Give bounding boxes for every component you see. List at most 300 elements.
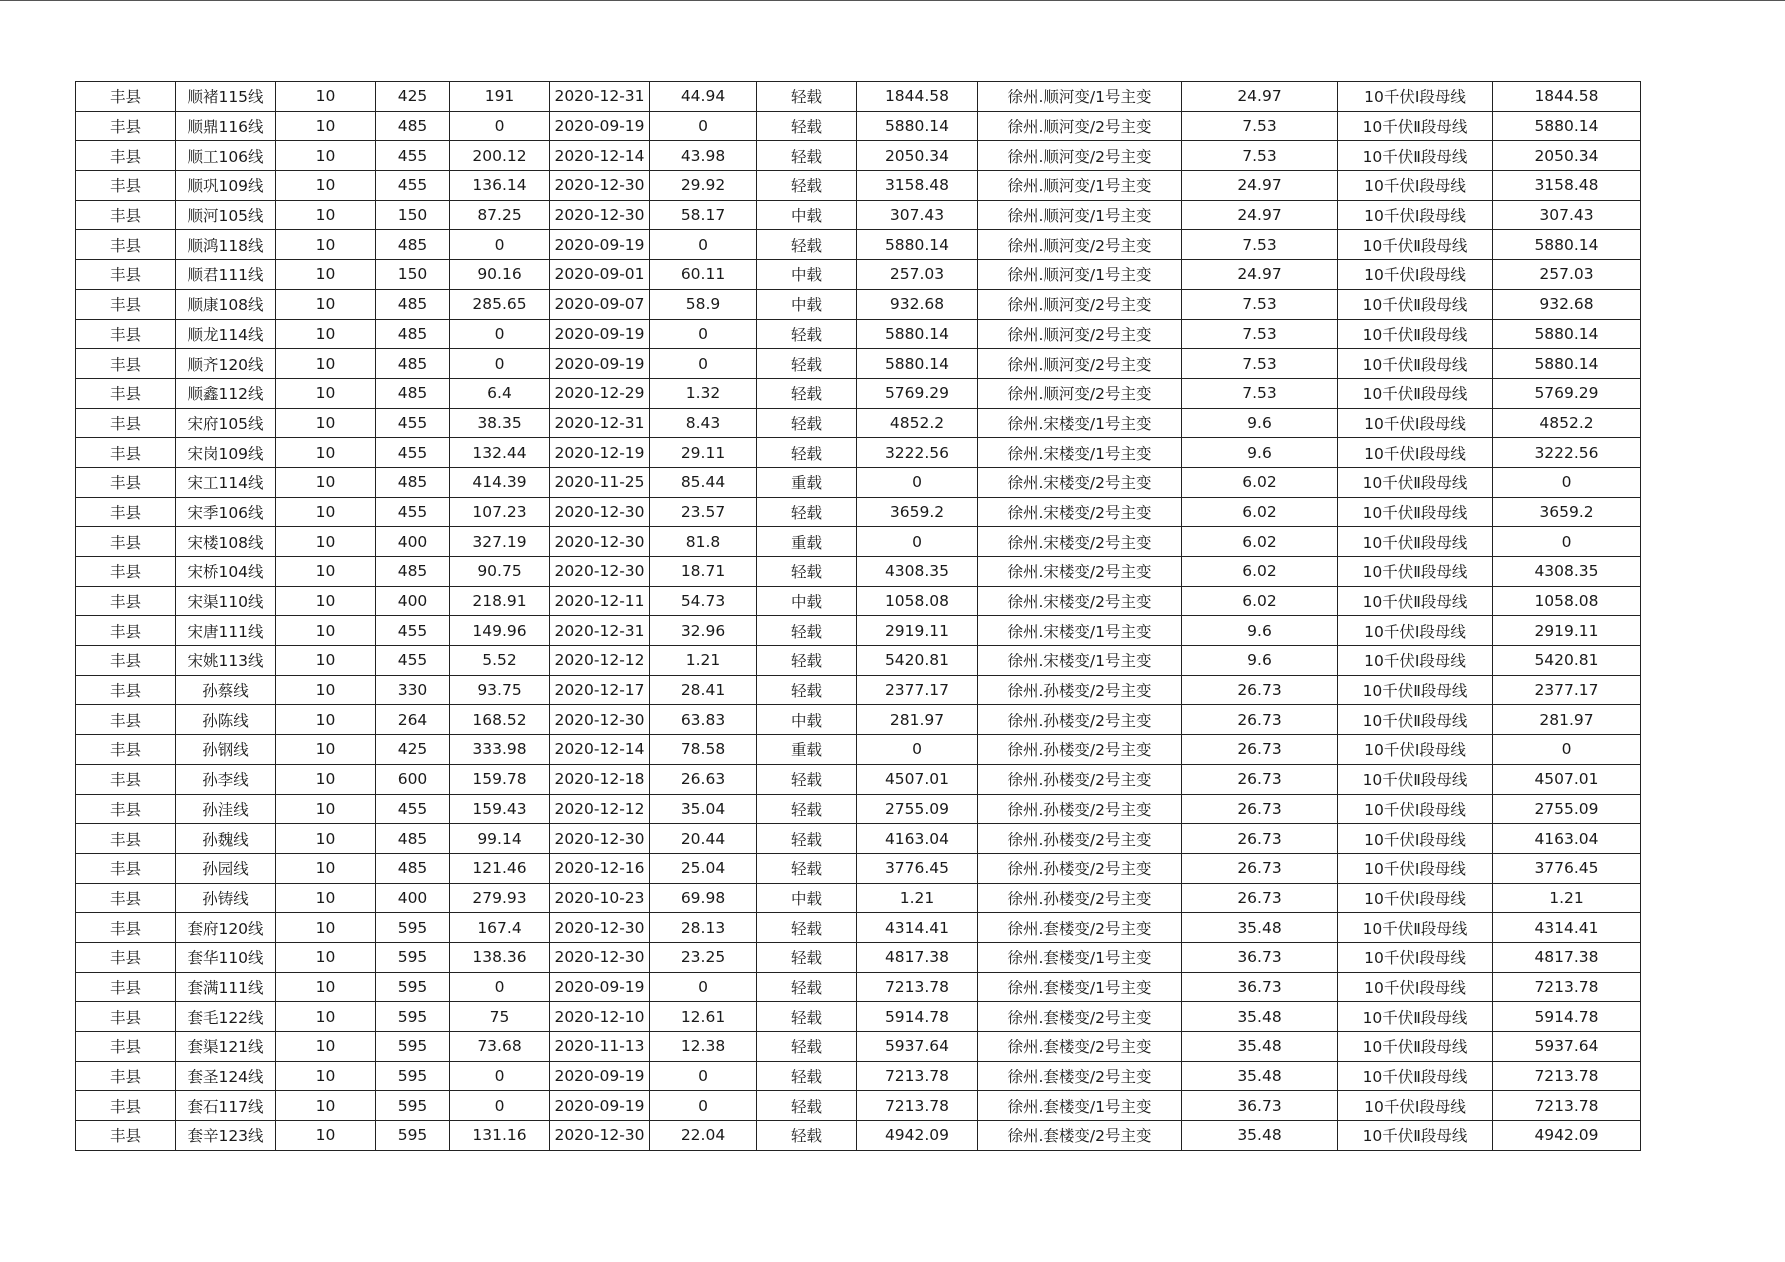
transformer-cell: 徐州.孙楼变/2号主变: [978, 764, 1182, 794]
transformer-load-rate-cell: 36.73: [1182, 1091, 1338, 1121]
transformer-load-rate-cell: 35.48: [1182, 913, 1338, 943]
load-status-cell: 轻载: [757, 942, 857, 972]
transformer-cell: 徐州.宋楼变/1号主变: [978, 408, 1182, 438]
voltage-cell: 10: [276, 408, 376, 438]
bus-section-cell: 10千伏Ⅱ段母线: [1338, 1121, 1493, 1151]
bus-available-capacity-cell: 0: [1493, 527, 1641, 557]
bus-available-capacity-cell: 2919.11: [1493, 616, 1641, 646]
table-row: [76, 1091, 1641, 1121]
bus-section-cell: 10千伏Ⅰ段母线: [1338, 260, 1493, 290]
bus-available-capacity-cell: 5914.78: [1493, 1002, 1641, 1032]
line-name-cell: 顺工106线: [176, 141, 276, 171]
rated-capacity-cell: 595: [376, 913, 450, 943]
bus-section-cell: 10千伏Ⅱ段母线: [1338, 230, 1493, 260]
bus-section-cell: 10千伏Ⅱ段母线: [1338, 289, 1493, 319]
bus-section-cell: 10千伏Ⅱ段母线: [1338, 557, 1493, 587]
rated-capacity-cell: 455: [376, 438, 450, 468]
line-name-cell: 套辛123线: [176, 1121, 276, 1151]
voltage-cell: 10: [276, 913, 376, 943]
date-cell: 2020-12-10: [550, 1002, 650, 1032]
bus-available-capacity-cell: 5880.14: [1493, 111, 1641, 141]
bus-section-cell: 10千伏Ⅱ段母线: [1338, 378, 1493, 408]
bus-available-capacity-cell: 4507.01: [1493, 764, 1641, 794]
line-name-cell: 顺齐120线: [176, 349, 276, 379]
load-rate-cell: 69.98: [650, 883, 757, 913]
load-status-cell: 重载: [757, 527, 857, 557]
bus-available-capacity-cell: 3222.56: [1493, 438, 1641, 468]
voltage-cell: 10: [276, 200, 376, 230]
voltage-cell: 10: [276, 675, 376, 705]
load-rate-cell: 0: [650, 230, 757, 260]
transformer-load-rate-cell: 26.73: [1182, 764, 1338, 794]
load-status-cell: 轻载: [757, 853, 857, 883]
rated-capacity-cell: 595: [376, 1061, 450, 1091]
max-load-cell: 159.43: [450, 794, 550, 824]
available-capacity-cell: 932.68: [857, 289, 978, 319]
transformer-load-rate-cell: 9.6: [1182, 438, 1338, 468]
load-status-cell: 轻载: [757, 972, 857, 1002]
date-cell: 2020-12-30: [550, 705, 650, 735]
line-name-cell: 套华110线: [176, 942, 276, 972]
load-rate-cell: 1.32: [650, 378, 757, 408]
load-status-cell: 轻载: [757, 764, 857, 794]
date-cell: 2020-12-12: [550, 794, 650, 824]
rated-capacity-cell: 400: [376, 883, 450, 913]
rated-capacity-cell: 595: [376, 1121, 450, 1151]
county-cell: 丰县: [76, 705, 176, 735]
date-cell: 2020-12-31: [550, 82, 650, 112]
county-cell: 丰县: [76, 1032, 176, 1062]
table-row: [76, 616, 1641, 646]
rated-capacity-cell: 485: [376, 111, 450, 141]
transformer-load-rate-cell: 26.73: [1182, 735, 1338, 765]
voltage-cell: 10: [276, 1121, 376, 1151]
bus-section-cell: 10千伏Ⅱ段母线: [1338, 1061, 1493, 1091]
load-status-cell: 中载: [757, 260, 857, 290]
max-load-cell: 93.75: [450, 675, 550, 705]
rated-capacity-cell: 595: [376, 1002, 450, 1032]
load-rate-cell: 58.17: [650, 200, 757, 230]
load-rate-cell: 26.63: [650, 764, 757, 794]
bus-available-capacity-cell: 4817.38: [1493, 942, 1641, 972]
rated-capacity-cell: 485: [376, 467, 450, 497]
max-load-cell: 0: [450, 319, 550, 349]
table-row: [76, 438, 1641, 468]
date-cell: 2020-09-01: [550, 260, 650, 290]
table-row: [76, 141, 1641, 171]
bus-section-cell: 10千伏Ⅱ段母线: [1338, 141, 1493, 171]
transformer-cell: 徐州.顺河变/2号主变: [978, 111, 1182, 141]
rated-capacity-cell: 264: [376, 705, 450, 735]
transformer-load-rate-cell: 35.48: [1182, 1061, 1338, 1091]
bus-available-capacity-cell: 932.68: [1493, 289, 1641, 319]
max-load-cell: 138.36: [450, 942, 550, 972]
table-row: [76, 82, 1641, 112]
load-rate-cell: 58.9: [650, 289, 757, 319]
date-cell: 2020-09-19: [550, 349, 650, 379]
available-capacity-cell: 3776.45: [857, 853, 978, 883]
bus-available-capacity-cell: 5880.14: [1493, 230, 1641, 260]
transformer-cell: 徐州.顺河变/1号主变: [978, 171, 1182, 201]
bus-available-capacity-cell: 7213.78: [1493, 1091, 1641, 1121]
bus-available-capacity-cell: 1.21: [1493, 883, 1641, 913]
voltage-cell: 10: [276, 735, 376, 765]
max-load-cell: 191: [450, 82, 550, 112]
county-cell: 丰县: [76, 378, 176, 408]
bus-section-cell: 10千伏Ⅱ段母线: [1338, 497, 1493, 527]
load-rate-cell: 1.21: [650, 646, 757, 676]
table-row: [76, 794, 1641, 824]
transformer-load-rate-cell: 35.48: [1182, 1032, 1338, 1062]
load-status-cell: 轻载: [757, 141, 857, 171]
line-name-cell: 顺君111线: [176, 260, 276, 290]
bus-section-cell: 10千伏Ⅰ段母线: [1338, 883, 1493, 913]
load-status-cell: 轻载: [757, 111, 857, 141]
voltage-cell: 10: [276, 82, 376, 112]
transformer-cell: 徐州.套楼变/1号主变: [978, 942, 1182, 972]
table-row: [76, 735, 1641, 765]
max-load-cell: 121.46: [450, 853, 550, 883]
table-row: [76, 289, 1641, 319]
transformer-cell: 徐州.套楼变/1号主变: [978, 1091, 1182, 1121]
bus-section-cell: 10千伏Ⅰ段母线: [1338, 438, 1493, 468]
max-load-cell: 149.96: [450, 616, 550, 646]
transformer-cell: 徐州.顺河变/2号主变: [978, 349, 1182, 379]
county-cell: 丰县: [76, 1121, 176, 1151]
bus-available-capacity-cell: 1058.08: [1493, 586, 1641, 616]
transformer-load-rate-cell: 36.73: [1182, 942, 1338, 972]
bus-section-cell: 10千伏Ⅱ段母线: [1338, 675, 1493, 705]
available-capacity-cell: 5880.14: [857, 111, 978, 141]
available-capacity-cell: 5880.14: [857, 319, 978, 349]
transformer-cell: 徐州.顺河变/1号主变: [978, 200, 1182, 230]
bus-section-cell: 10千伏Ⅰ段母线: [1338, 82, 1493, 112]
transformer-cell: 徐州.宋楼变/1号主变: [978, 646, 1182, 676]
transformer-load-rate-cell: 35.48: [1182, 1121, 1338, 1151]
bus-available-capacity-cell: 7213.78: [1493, 972, 1641, 1002]
max-load-cell: 5.52: [450, 646, 550, 676]
voltage-cell: 10: [276, 853, 376, 883]
available-capacity-cell: 5420.81: [857, 646, 978, 676]
line-name-cell: 套渠121线: [176, 1032, 276, 1062]
transformer-cell: 徐州.孙楼变/2号主变: [978, 794, 1182, 824]
line-name-cell: 孙园线: [176, 853, 276, 883]
table-row: [76, 1002, 1641, 1032]
date-cell: 2020-12-30: [550, 824, 650, 854]
table-row: [76, 675, 1641, 705]
date-cell: 2020-12-16: [550, 853, 650, 883]
date-cell: 2020-11-13: [550, 1032, 650, 1062]
load-status-cell: 重载: [757, 735, 857, 765]
table-row: [76, 230, 1641, 260]
available-capacity-cell: 1.21: [857, 883, 978, 913]
bus-available-capacity-cell: 4314.41: [1493, 913, 1641, 943]
bus-available-capacity-cell: 5769.29: [1493, 378, 1641, 408]
transformer-cell: 徐州.宋楼变/1号主变: [978, 616, 1182, 646]
load-rate-cell: 60.11: [650, 260, 757, 290]
table-row: [76, 586, 1641, 616]
available-capacity-cell: 3659.2: [857, 497, 978, 527]
rated-capacity-cell: 600: [376, 764, 450, 794]
voltage-cell: 10: [276, 230, 376, 260]
max-load-cell: 279.93: [450, 883, 550, 913]
load-status-cell: 中载: [757, 883, 857, 913]
bus-available-capacity-cell: 0: [1493, 467, 1641, 497]
voltage-cell: 10: [276, 794, 376, 824]
table-row: [76, 557, 1641, 587]
rated-capacity-cell: 425: [376, 82, 450, 112]
table-row: [76, 705, 1641, 735]
table-body: [76, 82, 1641, 1151]
bus-section-cell: 10千伏Ⅱ段母线: [1338, 913, 1493, 943]
transformer-cell: 徐州.宋楼变/2号主变: [978, 497, 1182, 527]
line-name-cell: 宋工114线: [176, 467, 276, 497]
max-load-cell: 132.44: [450, 438, 550, 468]
rated-capacity-cell: 595: [376, 1032, 450, 1062]
load-rate-cell: 0: [650, 111, 757, 141]
county-cell: 丰县: [76, 913, 176, 943]
county-cell: 丰县: [76, 942, 176, 972]
available-capacity-cell: 2377.17: [857, 675, 978, 705]
county-cell: 丰县: [76, 260, 176, 290]
line-name-cell: 孙钢线: [176, 735, 276, 765]
max-load-cell: 87.25: [450, 200, 550, 230]
load-status-cell: 轻载: [757, 408, 857, 438]
max-load-cell: 333.98: [450, 735, 550, 765]
voltage-cell: 10: [276, 467, 376, 497]
bus-available-capacity-cell: 4852.2: [1493, 408, 1641, 438]
line-name-cell: 孙魏线: [176, 824, 276, 854]
available-capacity-cell: 4942.09: [857, 1121, 978, 1151]
max-load-cell: 167.4: [450, 913, 550, 943]
bus-available-capacity-cell: 2050.34: [1493, 141, 1641, 171]
transformer-load-rate-cell: 36.73: [1182, 972, 1338, 1002]
bus-section-cell: 10千伏Ⅱ段母线: [1338, 111, 1493, 141]
bus-available-capacity-cell: 2755.09: [1493, 794, 1641, 824]
county-cell: 丰县: [76, 408, 176, 438]
max-load-cell: 75: [450, 1002, 550, 1032]
rated-capacity-cell: 485: [376, 557, 450, 587]
feeder-load-table: [75, 81, 1641, 1151]
rated-capacity-cell: 485: [376, 289, 450, 319]
county-cell: 丰县: [76, 646, 176, 676]
available-capacity-cell: 307.43: [857, 200, 978, 230]
load-rate-cell: 0: [650, 972, 757, 1002]
line-name-cell: 宋姚113线: [176, 646, 276, 676]
available-capacity-cell: 4314.41: [857, 913, 978, 943]
rated-capacity-cell: 455: [376, 616, 450, 646]
load-rate-cell: 22.04: [650, 1121, 757, 1151]
load-status-cell: 轻载: [757, 230, 857, 260]
bus-section-cell: 10千伏Ⅱ段母线: [1338, 349, 1493, 379]
max-load-cell: 90.75: [450, 557, 550, 587]
line-name-cell: 宋岗109线: [176, 438, 276, 468]
transformer-cell: 徐州.宋楼变/2号主变: [978, 586, 1182, 616]
bus-section-cell: 10千伏Ⅱ段母线: [1338, 764, 1493, 794]
transformer-cell: 徐州.套楼变/1号主变: [978, 972, 1182, 1002]
bus-available-capacity-cell: 3776.45: [1493, 853, 1641, 883]
bus-section-cell: 10千伏Ⅰ段母线: [1338, 616, 1493, 646]
county-cell: 丰县: [76, 230, 176, 260]
transformer-load-rate-cell: 6.02: [1182, 527, 1338, 557]
load-status-cell: 轻载: [757, 1002, 857, 1032]
transformer-load-rate-cell: 7.53: [1182, 111, 1338, 141]
date-cell: 2020-09-19: [550, 1061, 650, 1091]
county-cell: 丰县: [76, 586, 176, 616]
available-capacity-cell: 5937.64: [857, 1032, 978, 1062]
load-rate-cell: 54.73: [650, 586, 757, 616]
table-row: [76, 853, 1641, 883]
rated-capacity-cell: 595: [376, 1091, 450, 1121]
load-rate-cell: 0: [650, 1091, 757, 1121]
county-cell: 丰县: [76, 111, 176, 141]
county-cell: 丰县: [76, 82, 176, 112]
table-row: [76, 1061, 1641, 1091]
table-row: [76, 883, 1641, 913]
transformer-load-rate-cell: 6.02: [1182, 497, 1338, 527]
date-cell: 2020-12-29: [550, 378, 650, 408]
table-row: [76, 467, 1641, 497]
transformer-load-rate-cell: 24.97: [1182, 260, 1338, 290]
max-load-cell: 0: [450, 1061, 550, 1091]
rated-capacity-cell: 455: [376, 497, 450, 527]
transformer-cell: 徐州.顺河变/1号主变: [978, 82, 1182, 112]
line-name-cell: 顺龙114线: [176, 319, 276, 349]
date-cell: 2020-12-14: [550, 141, 650, 171]
voltage-cell: 10: [276, 349, 376, 379]
bus-section-cell: 10千伏Ⅱ段母线: [1338, 705, 1493, 735]
voltage-cell: 10: [276, 527, 376, 557]
max-load-cell: 0: [450, 230, 550, 260]
table-row: [76, 319, 1641, 349]
line-name-cell: 宋楼108线: [176, 527, 276, 557]
transformer-load-rate-cell: 26.73: [1182, 824, 1338, 854]
date-cell: 2020-12-30: [550, 913, 650, 943]
load-rate-cell: 0: [650, 1061, 757, 1091]
bus-available-capacity-cell: 4308.35: [1493, 557, 1641, 587]
transformer-cell: 徐州.孙楼变/2号主变: [978, 675, 1182, 705]
available-capacity-cell: 7213.78: [857, 1061, 978, 1091]
bus-section-cell: 10千伏Ⅰ段母线: [1338, 408, 1493, 438]
load-status-cell: 轻载: [757, 378, 857, 408]
table-row: [76, 942, 1641, 972]
transformer-load-rate-cell: 35.48: [1182, 1002, 1338, 1032]
voltage-cell: 10: [276, 824, 376, 854]
rated-capacity-cell: 150: [376, 200, 450, 230]
voltage-cell: 10: [276, 171, 376, 201]
line-name-cell: 孙陈线: [176, 705, 276, 735]
load-rate-cell: 28.41: [650, 675, 757, 705]
voltage-cell: 10: [276, 705, 376, 735]
transformer-cell: 徐州.宋楼变/2号主变: [978, 527, 1182, 557]
date-cell: 2020-12-30: [550, 557, 650, 587]
rated-capacity-cell: 330: [376, 675, 450, 705]
county-cell: 丰县: [76, 349, 176, 379]
transformer-cell: 徐州.孙楼变/2号主变: [978, 883, 1182, 913]
transformer-cell: 徐州.套楼变/2号主变: [978, 1032, 1182, 1062]
table-row: [76, 972, 1641, 1002]
line-name-cell: 顺鸿118线: [176, 230, 276, 260]
voltage-cell: 10: [276, 616, 376, 646]
voltage-cell: 10: [276, 260, 376, 290]
voltage-cell: 10: [276, 646, 376, 676]
available-capacity-cell: 3158.48: [857, 171, 978, 201]
line-name-cell: 套毛122线: [176, 1002, 276, 1032]
date-cell: 2020-12-30: [550, 497, 650, 527]
bus-available-capacity-cell: 5937.64: [1493, 1032, 1641, 1062]
rated-capacity-cell: 595: [376, 972, 450, 1002]
county-cell: 丰县: [76, 319, 176, 349]
load-rate-cell: 81.8: [650, 527, 757, 557]
available-capacity-cell: 4163.04: [857, 824, 978, 854]
date-cell: 2020-12-12: [550, 646, 650, 676]
load-rate-cell: 28.13: [650, 913, 757, 943]
transformer-cell: 徐州.顺河变/1号主变: [978, 260, 1182, 290]
county-cell: 丰县: [76, 1091, 176, 1121]
voltage-cell: 10: [276, 586, 376, 616]
county-cell: 丰县: [76, 141, 176, 171]
voltage-cell: 10: [276, 764, 376, 794]
load-rate-cell: 23.57: [650, 497, 757, 527]
load-rate-cell: 23.25: [650, 942, 757, 972]
transformer-cell: 徐州.套楼变/2号主变: [978, 1002, 1182, 1032]
table-row: [76, 646, 1641, 676]
max-load-cell: 0: [450, 972, 550, 1002]
rated-capacity-cell: 485: [376, 853, 450, 883]
load-rate-cell: 44.94: [650, 82, 757, 112]
line-name-cell: 顺鼎116线: [176, 111, 276, 141]
available-capacity-cell: 4817.38: [857, 942, 978, 972]
bus-available-capacity-cell: 3158.48: [1493, 171, 1641, 201]
load-rate-cell: 29.92: [650, 171, 757, 201]
voltage-cell: 10: [276, 942, 376, 972]
transformer-cell: 徐州.宋楼变/2号主变: [978, 557, 1182, 587]
bus-available-capacity-cell: 4942.09: [1493, 1121, 1641, 1151]
available-capacity-cell: 2050.34: [857, 141, 978, 171]
line-name-cell: 孙洼线: [176, 794, 276, 824]
rated-capacity-cell: 485: [376, 378, 450, 408]
bus-available-capacity-cell: 257.03: [1493, 260, 1641, 290]
max-load-cell: 73.68: [450, 1032, 550, 1062]
table-row: [76, 913, 1641, 943]
rated-capacity-cell: 455: [376, 646, 450, 676]
transformer-load-rate-cell: 26.73: [1182, 883, 1338, 913]
line-name-cell: 孙李线: [176, 764, 276, 794]
voltage-cell: 10: [276, 141, 376, 171]
county-cell: 丰县: [76, 1061, 176, 1091]
max-load-cell: 6.4: [450, 378, 550, 408]
load-status-cell: 轻载: [757, 557, 857, 587]
bus-section-cell: 10千伏Ⅰ段母线: [1338, 1091, 1493, 1121]
line-name-cell: 套满111线: [176, 972, 276, 1002]
table-row: [76, 349, 1641, 379]
load-rate-cell: 43.98: [650, 141, 757, 171]
date-cell: 2020-09-19: [550, 111, 650, 141]
load-status-cell: 轻载: [757, 171, 857, 201]
date-cell: 2020-12-31: [550, 408, 650, 438]
transformer-load-rate-cell: 24.97: [1182, 200, 1338, 230]
bus-available-capacity-cell: 4163.04: [1493, 824, 1641, 854]
load-rate-cell: 25.04: [650, 853, 757, 883]
bus-section-cell: 10千伏Ⅰ段母线: [1338, 824, 1493, 854]
date-cell: 2020-12-17: [550, 675, 650, 705]
available-capacity-cell: 4308.35: [857, 557, 978, 587]
county-cell: 丰县: [76, 853, 176, 883]
load-rate-cell: 0: [650, 319, 757, 349]
available-capacity-cell: 5880.14: [857, 230, 978, 260]
transformer-cell: 徐州.顺河变/2号主变: [978, 230, 1182, 260]
load-rate-cell: 12.61: [650, 1002, 757, 1032]
